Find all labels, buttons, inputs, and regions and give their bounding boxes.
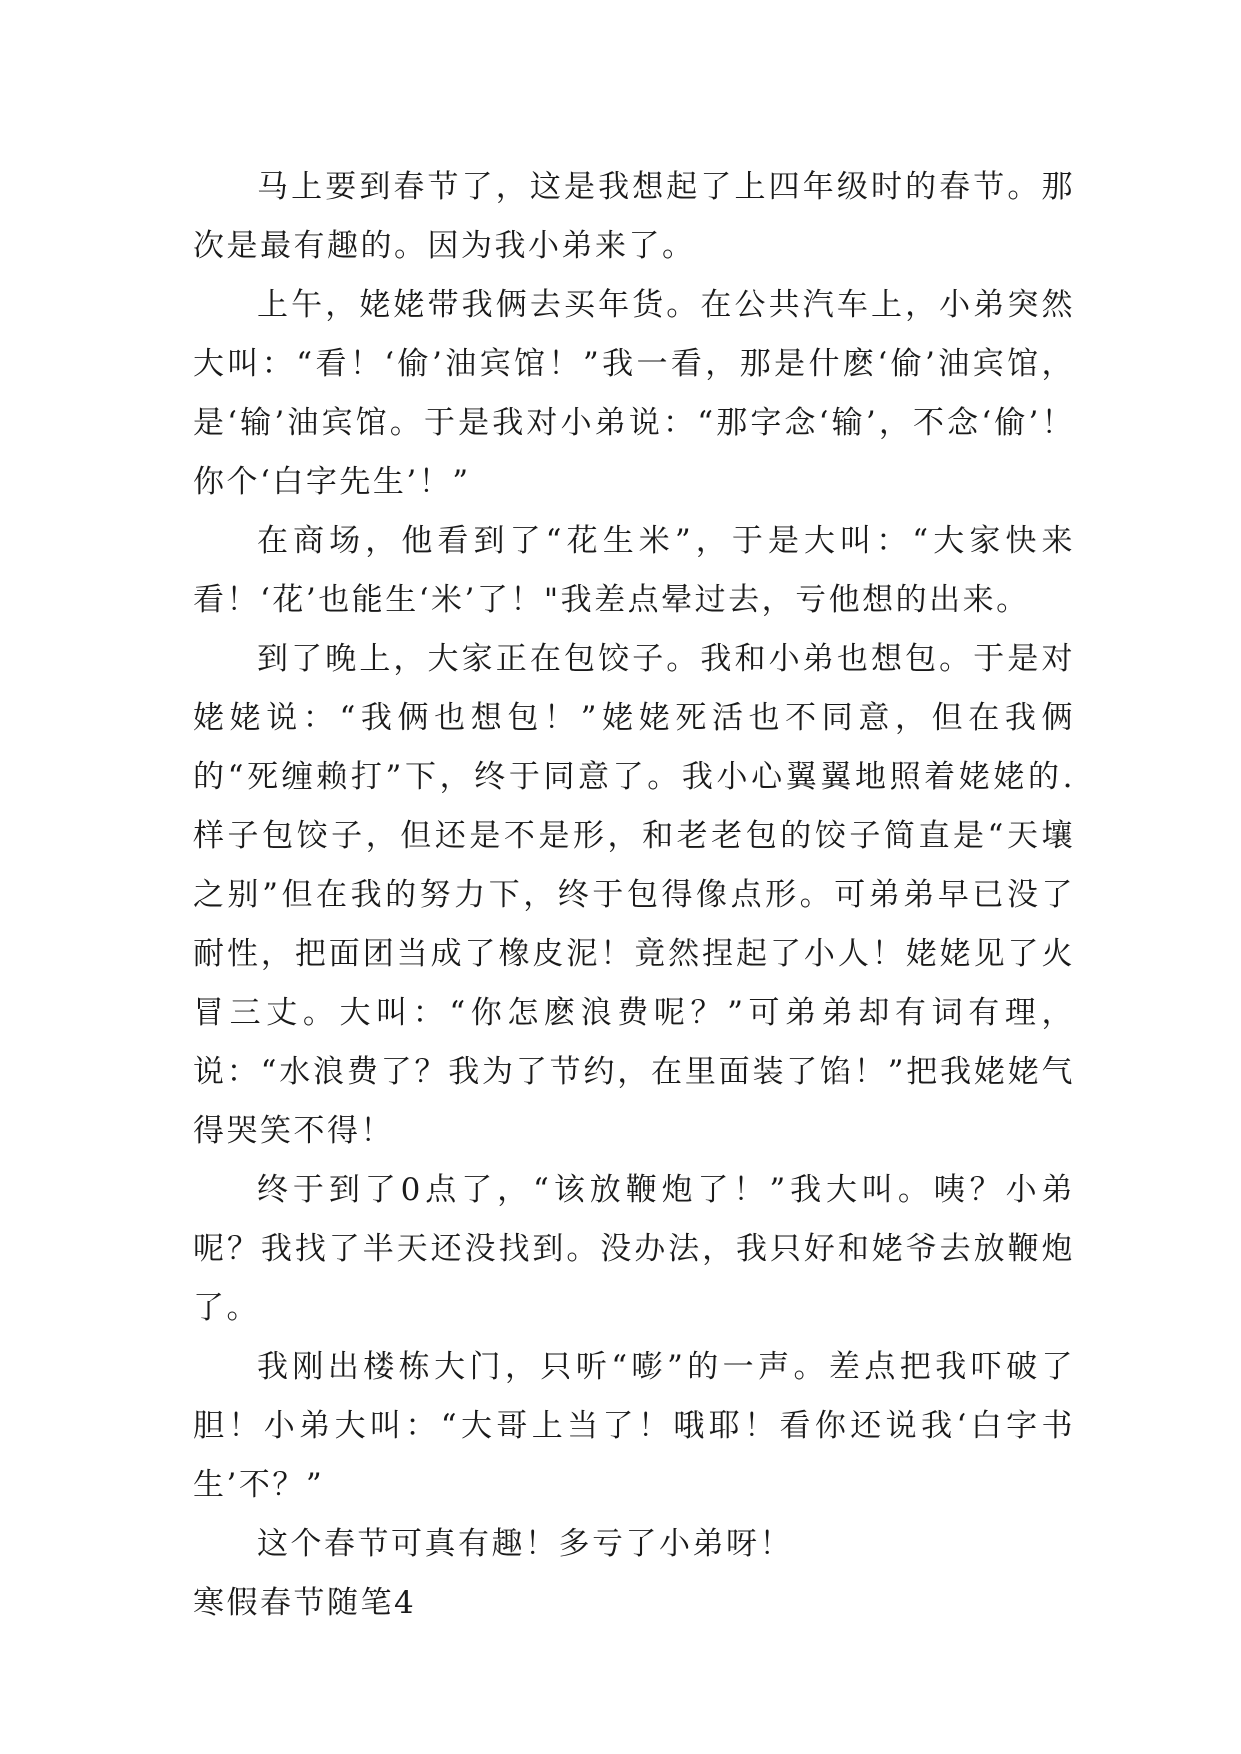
paragraph-1: 马上要到春节了，这是我想起了上四年级时的春节。那次是最有趣的。因为我小弟来了。 — [193, 169, 1075, 264]
paragraph-5: 终于到了0点了，“该放鞭炮了！”我大叫。咦？小弟呢？我找了半天还没找到。没办法，我只好和姥爷去放鞭炮了。 — [193, 1172, 1075, 1326]
paragraph-2: 上午，姥姥带我俩去买年货。在公共汽车上，小弟突然大叫：“看！‘偷’油宾馆！”我一看，那是什麽‘偷’油宾馆，是‘输’油宾馆。于是我对小弟说：“那字念‘输’，不念‘偷’！你个‘白字先生’！” — [193, 287, 1075, 500]
essay-body — [193, 158, 1075, 1633]
section-heading: 寒假春节随笔4 — [193, 1585, 417, 1621]
paragraph-3: 在商场，他看到了“花生米”，于是大叫：“大家快来看！‘花’也能生‘米’了！"我差点晕过去，亏他想的出来。 — [193, 523, 1075, 618]
paragraph-7: 这个春节可真有趣！多亏了小弟呀！ — [257, 1526, 793, 1562]
paragraph-4: 到了晚上，大家正在包饺子。我和小弟也想包。于是对姥姥说：“我俩也想包！”姥姥死活也不同意，但在我俩的“死缠赖打”下，终于同意了。我小心翼翼地照着姥姥的.样子包饺子，但还是不是形，和老老包的饺子简直是“天壤之别”但在我的努力下，终于包得像点形。可弟弟早已没了耐性，把面团当成了橡皮泥！竟然捏起了小人！姥姥见了火冒三丈。大叫：“你怎麽浪费呢？”可弟弟却有词有理，说：“水浪费了？我为了节约，在里面装了馅！”把我姥姥气得哭笑不得！ — [193, 641, 1075, 1149]
paragraph-6: 我刚出楼栋大门，只听“嘭”的一声。差点把我吓破了胆！小弟大叫：“大哥上当了！哦耶！看你还说我‘白字书生’不？” — [193, 1349, 1075, 1503]
